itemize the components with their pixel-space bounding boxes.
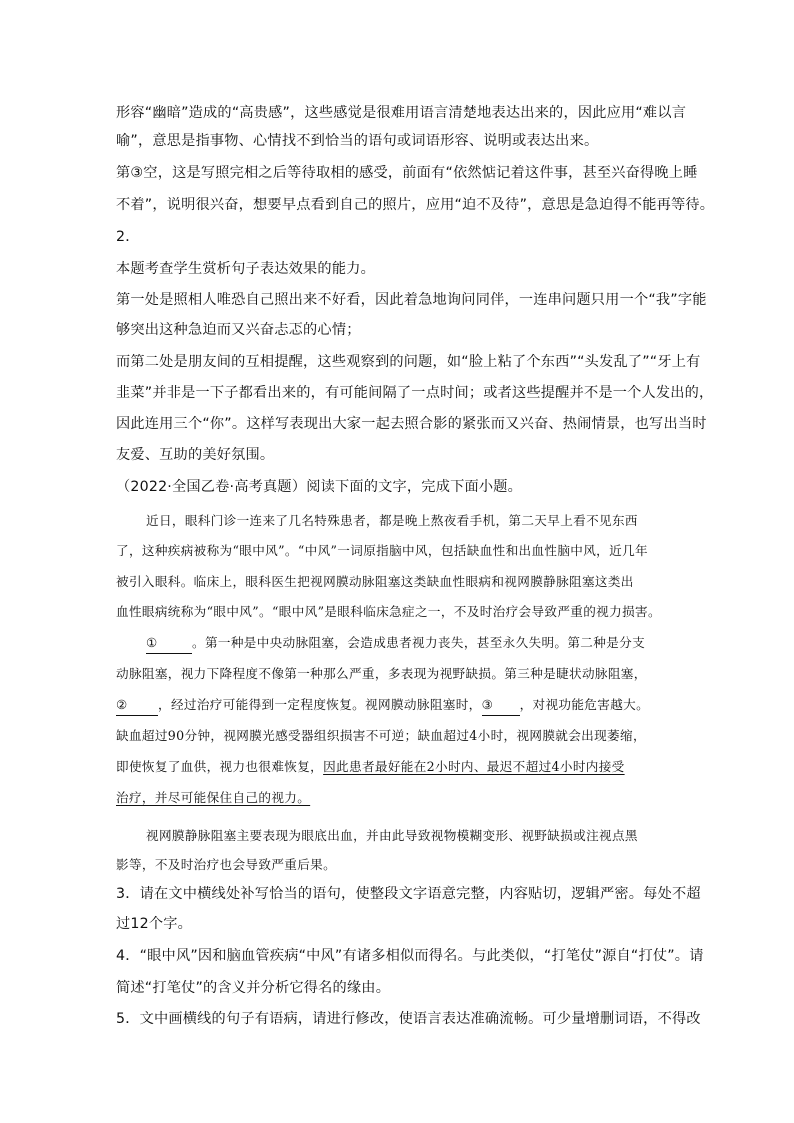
answer-line: 第③空，这是写照完相之后等待取相的感受，前面有“依然惦记着这件事，甚至兴奋得晚上睡 bbox=[116, 165, 698, 181]
question-3: 3．请在文中横线处补写恰当的语句，使整段文字语意完整，内容贴切，逻辑严密。每处不超 bbox=[116, 886, 701, 902]
passage-line: 影等，不及时治疗也会导致严重后果。 bbox=[116, 857, 337, 872]
answer-line: 不着”，说明很兴奋，想要早点看到自己的照片，应用“迫不及待”，意思是急迫得不能再等待。 bbox=[116, 197, 715, 213]
passage-line: 视网膜静脉阻塞主要表现为眼底出血，并由此导致视物模糊变形、视野缺损或注视点黑 bbox=[146, 828, 638, 843]
fill-blank-2: ② bbox=[116, 695, 158, 716]
answer-line: 而第二处是朋友间的互相提醒，这些观察到的问题，如“脸上粘了个东西”“头发乱了”“牙上有 bbox=[116, 354, 701, 370]
answer-line: 够突出这种急迫而又兴奋忐忑的心情； bbox=[116, 322, 361, 338]
answer-line: 友爱、互助的美好氛围。 bbox=[116, 447, 275, 463]
passage-line: 缺血超过90分钟，视网膜光感受器组织损害不可逆；缺血超过4小时，视网膜就会出现萎缩， bbox=[116, 728, 646, 743]
fill-blank-1: ① bbox=[146, 633, 192, 654]
answer-line: 本题考查学生赏析句子表达效果的能力。 bbox=[116, 261, 375, 277]
fill-blank-3: ③ bbox=[482, 695, 520, 716]
passage-line: 被引入眼科。临床上，眼科医生把视网膜动脉阻塞这类缺血性眼病和视网膜静脉阻塞这类出 bbox=[116, 574, 634, 589]
underlined-sentence: 治疗，并尽可能保住自己的视力。 bbox=[116, 790, 311, 805]
answer-line: 韭菜”并非是一下子都看出来的，有可能间隔了一点时间；或者这些提醒并不是一个人发出的， bbox=[116, 385, 714, 401]
answer-line: 喻”，意思是指事物、心情找不到恰当的语句或词语形容、说明或表达出来。 bbox=[116, 133, 599, 149]
passage-line: 血性眼病统称为“眼中风”。“眼中风”是眼科临床急症之一，不及时治疗会导致严重的视力损害。 bbox=[116, 604, 661, 619]
source-note: （2022·全国乙卷·高考真题）阅读下面的文字，完成下面小题。 bbox=[116, 479, 523, 495]
question-4: 4．“眼中风”因和脑血管疾病“中风”有诸多相似而得名。与此类似，“打笔仗”源自“打仗”。请 bbox=[116, 948, 704, 964]
question-5: 5．文中画横线的句子有语病，请进行修改，使语言表达准确流畅。可少量增删词语，不得改 bbox=[116, 1011, 701, 1027]
question-3-cont: 过12个字。 bbox=[116, 916, 193, 932]
question-4-cont: 简述“打笔仗”的含义并分析它得名的缘由。 bbox=[116, 980, 391, 996]
passage-line: ① 。第一种是中央动脉阻塞，会造成患者视力丧失，甚至永久失明。第二种是分支 bbox=[146, 633, 645, 654]
passage-line: 即使恢复了血供，视力也很难恢复，因此患者最好能在2小时内、最迟不超过4小时内接受 bbox=[116, 759, 625, 774]
passage-line: ② ，经过治疗可能得到一定程度恢复。视网膜动脉阻塞时，③ ，对视功能危害越大。 bbox=[116, 695, 649, 716]
question-number: 2． bbox=[116, 229, 140, 245]
answer-line: 因此连用三个“你”。这样写表现出大家一起去照合影的紧张而又兴奋、热闹情景，也写出当时 bbox=[116, 416, 707, 432]
passage-line: 了，这种疾病被称为“眼中风”。“中风”一词原指脑中风，包括缺血性和出血性脑中风，近几年 bbox=[116, 543, 648, 558]
answer-line: 形容“幽暗”造成的“高贵感”，这些感觉是很难用语言清楚地表达出来的，因此应用“难以言 bbox=[116, 105, 687, 121]
answer-line: 第一处是照相人唯恐自己照出来不好看，因此着急地询问同伴，一连串问题只用一个“我”字能 bbox=[116, 292, 707, 308]
passage-line bbox=[116, 788, 310, 808]
passage-line: 动脉阻塞，视力下降程度不像第一种那么严重，多表现为视野缺损。第三种是睫状动脉阻塞， bbox=[116, 666, 647, 681]
underlined-sentence: 因此患者最好能在2小时内、最迟不超过4小时内接受 bbox=[323, 759, 625, 774]
passage-line: 近日，眼科门诊一连来了几名特殊患者，都是晚上熬夜看手机，第二天早上看不见东西 bbox=[146, 513, 638, 528]
